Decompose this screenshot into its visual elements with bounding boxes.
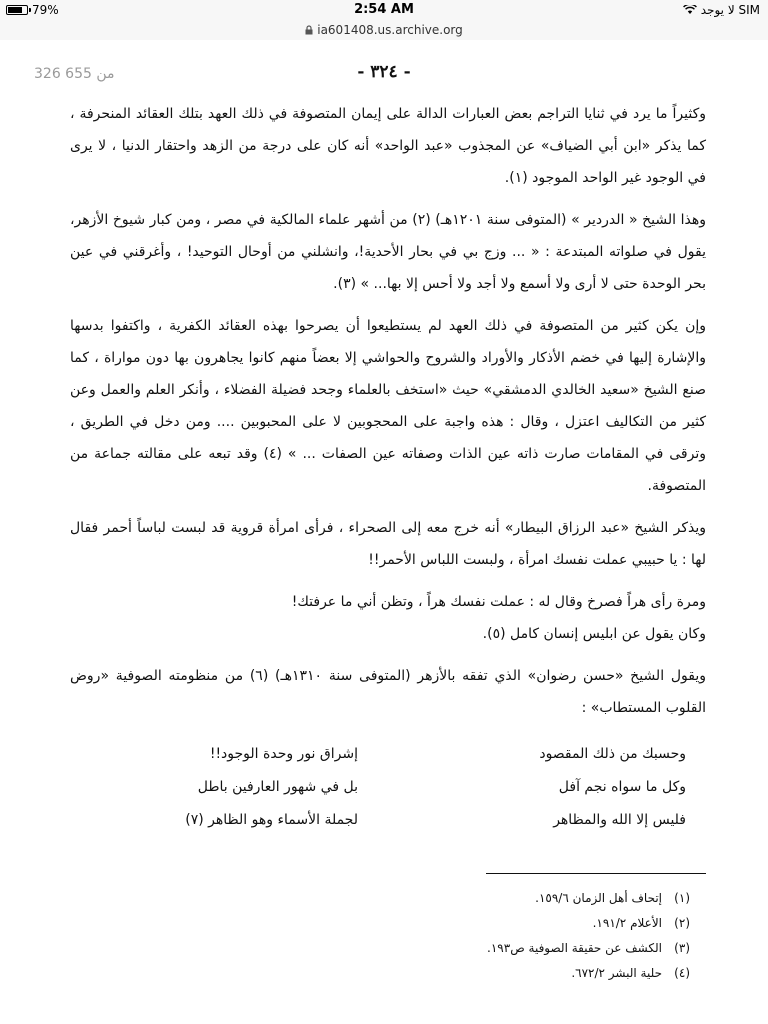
paragraph: وإن يكن كثير من المتصوفة في ذلك العهد لم يستطيعوا أن يصرحوا بهذه العقائد الكفرية ، واكتفوا بدسها والإشارة إليها في خضم الأذكار والأوراد والشروح والحواشي إلا بعضاً منهم كانوا يجاهرون بها دون مواراة ، كما صنع الشيخ «سعيد الخالدي الدمشقي» حيث «استخف بالعلماء وجحد فضيلة الفضلاء ، وأنكر العلم والعمل وعن كثير من التكاليف اعتزل ، وقال : هذه واجبة على المحجوبين لا على المحبوبين .... ومن دخل في الطريق ، وترقى في المقامات صارت ذاته عين الذات وصفاته عين الصفات ... » (٤) وقد تبعه على مقالته جماعة من المتصوفة. xyxy=(70,318,706,494)
paragraph: وهذا الشيخ « الدردير » (المتوفى سنة ١٢٠١هـ) (٢) من أشهر علماء المالكية في مصر ، ومن كبار شيوخ الأزهر، يقول في صلواته المبتدعة : « ... وزج بي في بحار الأحدية!، وانشلني من أوحال التوحيد! ، وأغرقني في عين بحر الوحدة حتى لا أرى ولا أسمع ولا أجد ولا أحس إلا بها... » (٣). xyxy=(70,212,707,292)
verse-hemistich: إشراق نور وحدة الوجود!! xyxy=(209,746,358,762)
page-indicator: 326 من 655 xyxy=(34,66,115,82)
paragraph: ومرة رأى هراً فصرخ وقال له : عملت نفسك هراً ، وتظن أني ما عرفتك! xyxy=(291,594,706,610)
footnotes xyxy=(70,886,706,986)
footnote: (١) إتحاف أهل الزمان ١٥٩/٦. xyxy=(535,891,690,905)
verse-hemistich: لجملة الأسماء وهو الظاهر (٧) xyxy=(185,812,358,828)
footnote-divider xyxy=(486,873,706,874)
poem-verses xyxy=(70,738,706,837)
clock: 2:54 AM xyxy=(354,2,414,17)
paragraph: وكان يقول عن ابليس إنسان كامل (٥). xyxy=(482,626,706,642)
book-page xyxy=(0,40,768,1024)
carrier-indicator xyxy=(683,3,760,17)
wifi-icon xyxy=(683,5,697,15)
footnote: (٤) حلية البشر ٦٧٢/٢. xyxy=(571,966,690,980)
verse-hemistich: وحسبك من ذلك المقصود xyxy=(539,746,686,762)
page-content xyxy=(70,98,706,986)
address-bar[interactable] xyxy=(0,20,768,40)
book-page-number: - ٣٢٤ - xyxy=(357,62,411,82)
footnote: (٣) الكشف عن حقيقة الصوفية ص١٩٣. xyxy=(487,941,690,955)
verse-hemistich: بل في شهور العارفين باطل xyxy=(197,779,358,795)
battery-percent: 79% xyxy=(32,3,59,17)
status-bar xyxy=(0,0,768,20)
verse-hemistich: فليس إلا الله والمظاهر xyxy=(553,812,686,828)
paragraph: ويقول الشيخ «حسن رضوان» الذي تفقه بالأزهر (المتوفى سنة ١٣١٠هـ) (٦) من منظومته الصوفية «روض القلوب المستطاب» : xyxy=(70,668,706,716)
verse-hemistich: وكل ما سواه نجم آفل xyxy=(558,779,686,795)
url-text[interactable]: ia601408.us.archive.org xyxy=(317,23,463,37)
footnote: (٢) الأعلام ١٩١/٢. xyxy=(592,916,690,930)
paragraph: وكثيراً ما يرد في ثنايا التراجم بعض العبارات الدالة على إيمان المتصوفة في ذلك العهد بتلك العقائد المنحرفة ، كما يذكر «ابن أبي الضياف» عن المجذوب «عبد الواحد» أنه كان على درجة من الزهد واحتقار الدنيا ، لا يرى في الوجود غير الواحد الموجود (١). xyxy=(70,106,706,186)
carrier-label: لا يوجد SIM xyxy=(700,3,760,17)
lock-icon xyxy=(305,25,313,35)
paragraph: ويذكر الشيخ «عبد الرزاق البيطار» أنه خرج معه إلى الصحراء ، فرأى امرأة قروية قد لبست لباساً أحمر فقال لها : يا حبيبي عملت نفسك امرأة ، ولبست اللباس الأحمر!! xyxy=(70,520,706,568)
